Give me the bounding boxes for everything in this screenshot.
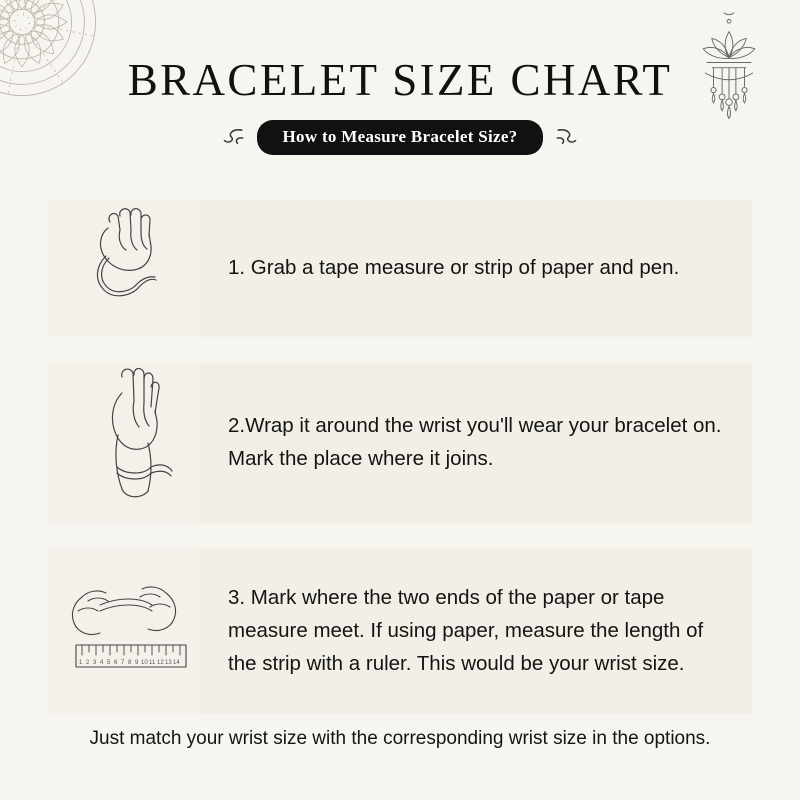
swirl-ornament-right (553, 125, 579, 151)
svg-text:11: 11 (149, 660, 156, 666)
steps-list (48, 200, 752, 740)
hand-with-tape-measure-illustration (48, 200, 200, 337)
hands-measuring-strip-with-ruler-illustration (48, 549, 200, 714)
list-item (48, 549, 752, 714)
hand-wrapping-wrist-illustration (48, 363, 200, 523)
svg-text:3: 3 (93, 660, 97, 666)
step-text: 1. Grab a tape measure or strip of paper and pen. (228, 256, 680, 280)
svg-text:12: 12 (157, 660, 164, 666)
svg-text:1: 1 (79, 660, 83, 666)
svg-text:13: 13 (165, 660, 172, 666)
svg-text:8: 8 (128, 660, 132, 666)
page-title: BRACELET SIZE CHART (127, 55, 673, 105)
page-header (0, 54, 800, 155)
swirl-ornament-left (221, 125, 247, 151)
list-item (48, 363, 752, 523)
step-text: 2.Wrap it around the wrist you'll wear your bracelet on. Mark the place where it joins. (228, 414, 722, 470)
step-text: 3. Mark where the two ends of the paper or tape measure meet. If using paper, measure the length of the strip with a ruler. This would be your wrist size. (228, 586, 704, 675)
svg-text:9: 9 (135, 660, 139, 666)
svg-text:2: 2 (86, 660, 90, 666)
list-item (48, 200, 752, 337)
svg-text:6: 6 (114, 660, 118, 666)
svg-text:14: 14 (173, 660, 180, 666)
svg-text:10: 10 (141, 660, 148, 666)
subtitle-badge: How to Measure Bracelet Size? (257, 120, 544, 155)
footer-note: Just match your wrist size with the corresponding wrist size in the options. (89, 728, 711, 749)
svg-text:7: 7 (121, 660, 125, 666)
svg-text:4: 4 (100, 660, 104, 666)
svg-text:5: 5 (107, 660, 111, 666)
subtitle-row (0, 120, 800, 155)
